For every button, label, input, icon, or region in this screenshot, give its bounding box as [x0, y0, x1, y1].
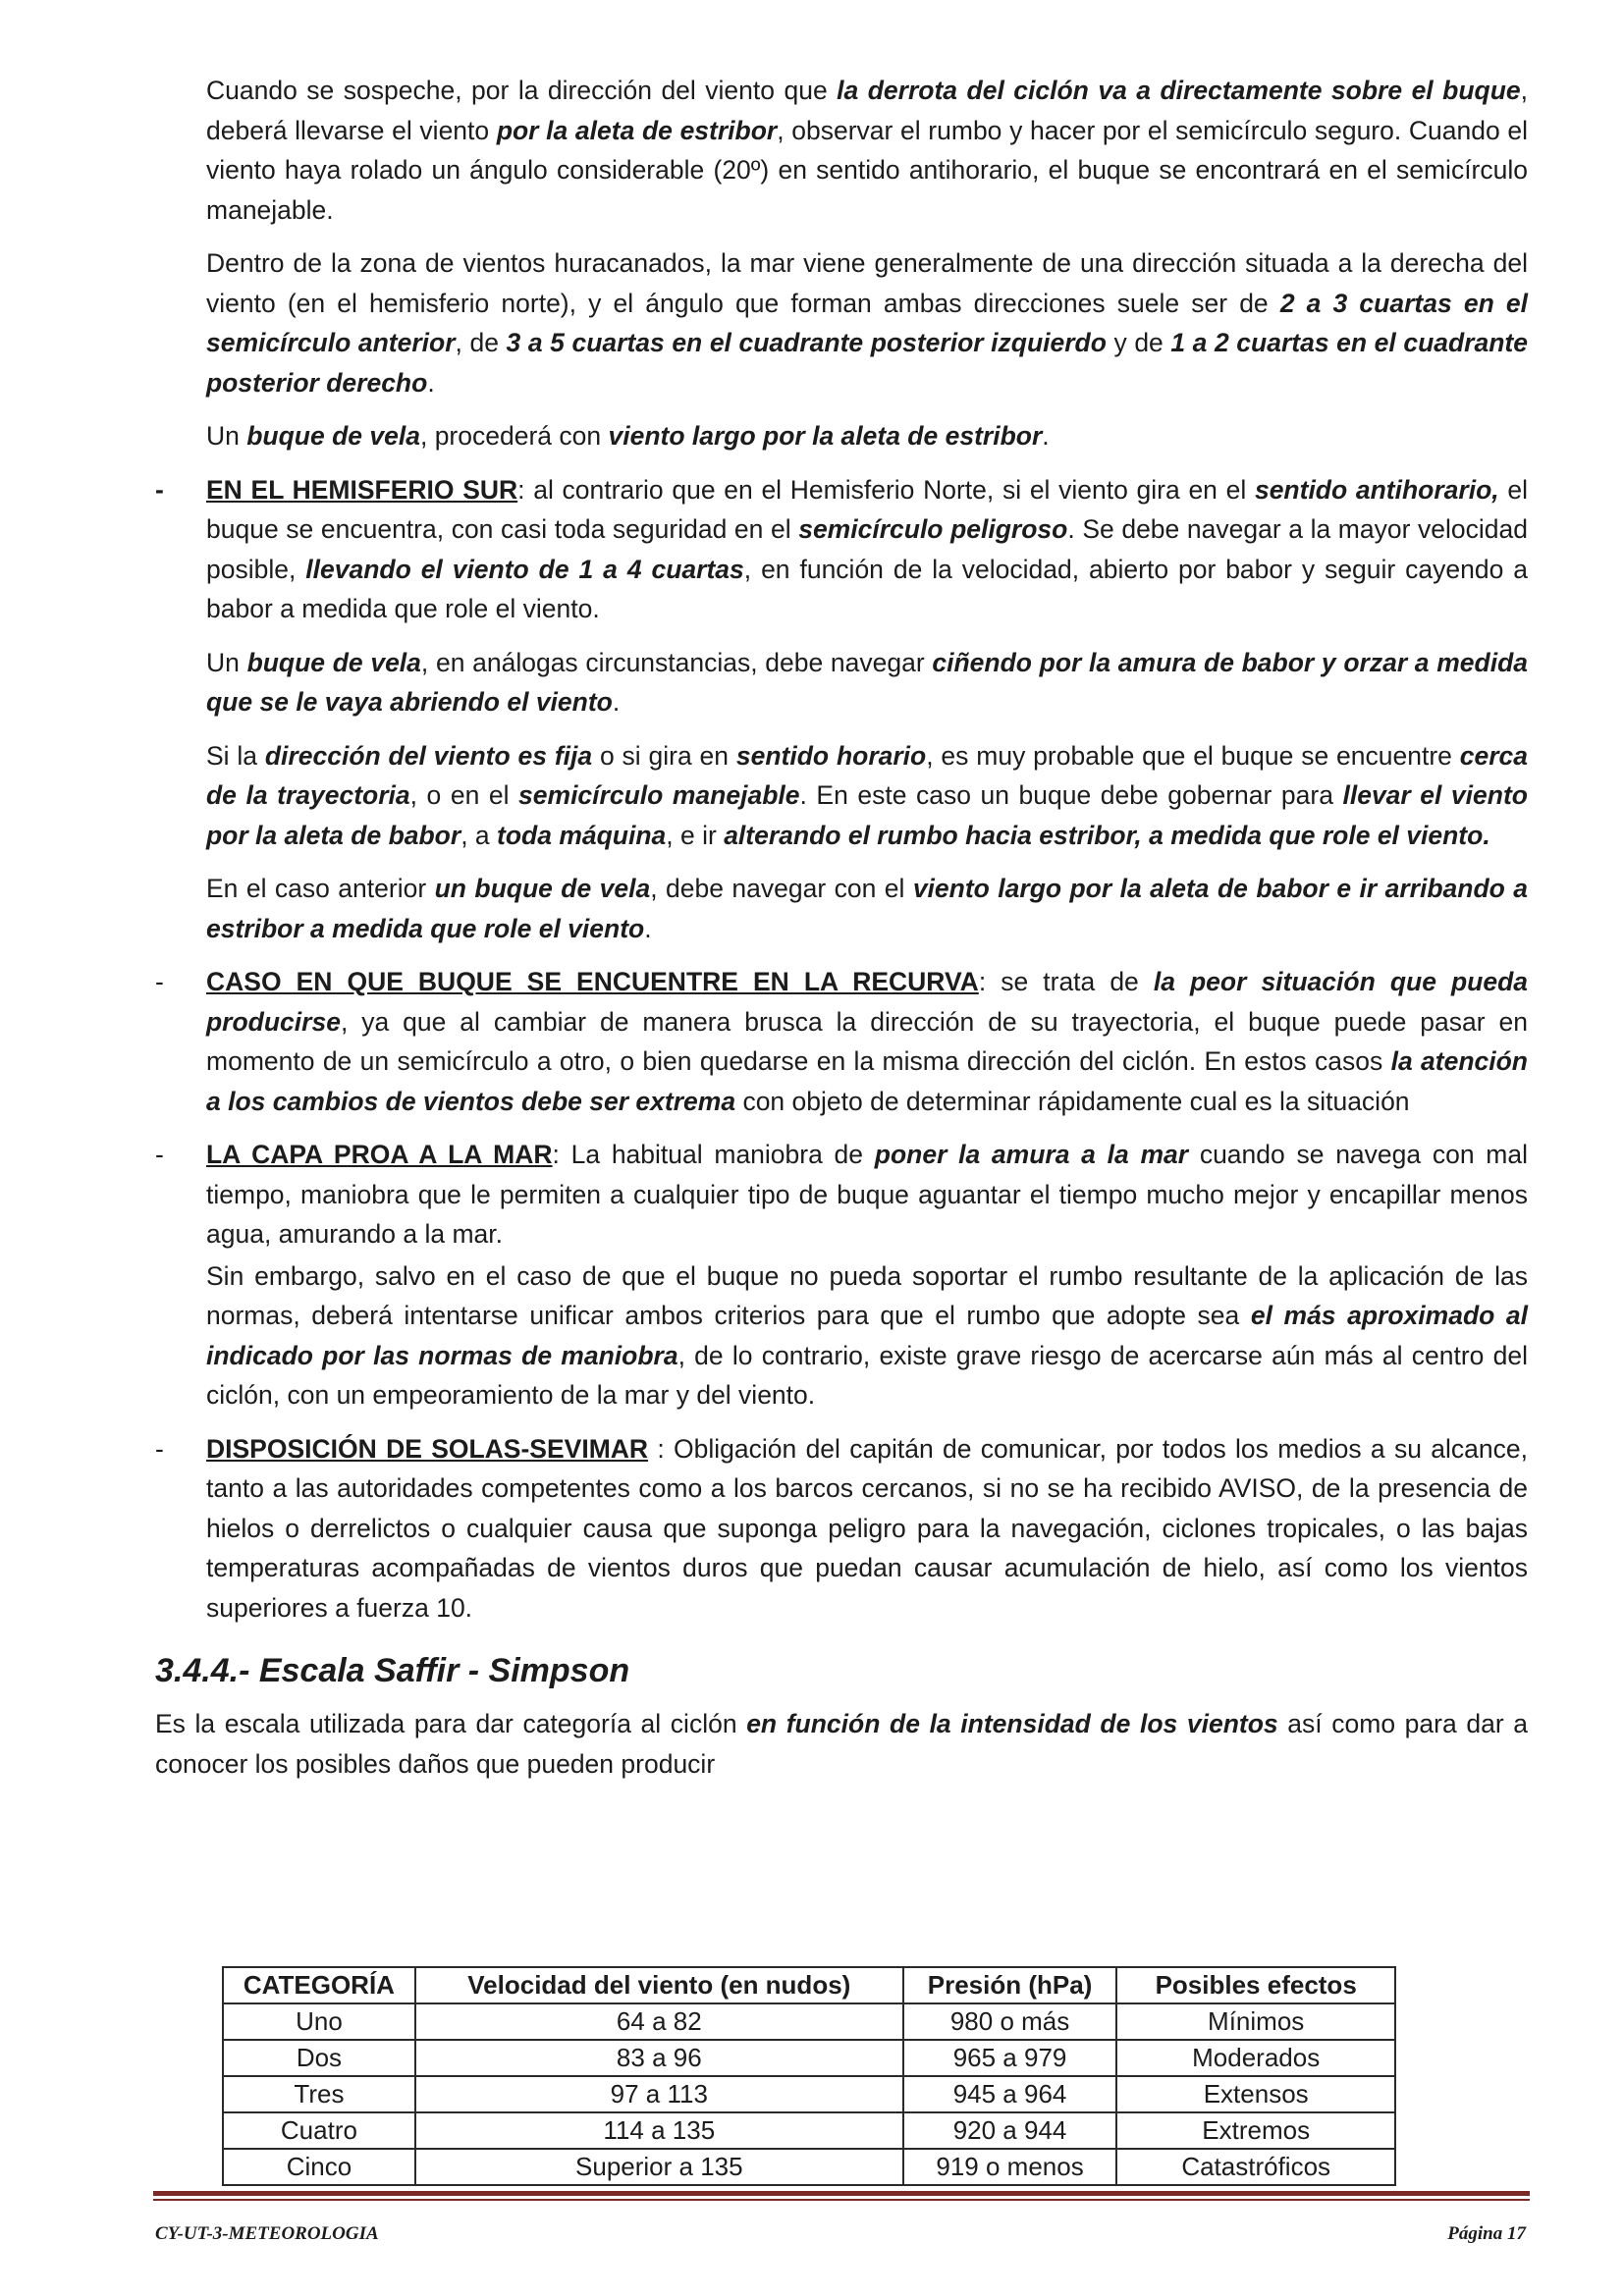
emphasis: 3 a 5 cuartas en el cuadrante posterior izquierdo — [506, 328, 1107, 357]
text: . Se debe navegar a la mayor velocidad posible, — [206, 514, 1528, 584]
item-title: EN EL HEMISFERIO SUR — [206, 474, 518, 505]
emphasis: semicírculo manejable — [518, 780, 800, 810]
table-row — [223, 2040, 1395, 2076]
item-title: CASO EN QUE BUQUE SE ENCUENTRE EN LA RECURVA — [206, 967, 979, 996]
table-cell: Extremos — [1116, 2112, 1395, 2149]
text: con objeto de determinar rápidamente cual es la situación — [735, 1086, 1410, 1116]
section-heading: 3.4.4.- Escala Saffir - Simpson — [155, 1652, 630, 1689]
page-content — [155, 71, 1528, 1797]
table-cell: Moderados — [1116, 2040, 1395, 2076]
table-cell: 64 a 82 — [415, 2003, 903, 2040]
emphasis: sentido horario — [735, 740, 927, 771]
emphasis: llevar el viento por la aleta de babor — [206, 780, 1528, 850]
text: : La habitual maniobra de — [552, 1140, 875, 1169]
text: Dentro de la zona de vientos huracanados, la mar viene generalmente de una dirección situada a la derecha del viento (en el hemisferio norte), y el ángulo que forman ambas direcciones suele ser de — [206, 248, 1528, 318]
table-cell: Catastróficos — [1116, 2149, 1395, 2185]
section-intro — [155, 1704, 1528, 1784]
item-title: DISPOSICIÓN DE SOLAS-SEVIMAR — [206, 1433, 649, 1464]
footer-document-code: CY-UT-3-METEOROLOGIA — [155, 2223, 379, 2244]
text: , debe navegar con el — [650, 874, 913, 903]
text: , en función de la velocidad, abierto por babor y seguir cayendo a babor a medida que role el viento. — [206, 554, 1529, 623]
column-header: Posibles efectos — [1116, 1967, 1395, 2003]
text: . En este caso un buque debe gobernar para — [799, 780, 1343, 810]
table-cell: 919 o menos — [903, 2149, 1117, 2185]
table-row — [223, 2076, 1395, 2112]
text: , en análogas circunstancias, debe navegar — [420, 647, 933, 677]
emphasis: buque de vela — [246, 647, 421, 677]
saffir-simpson-table — [222, 1966, 1396, 2186]
emphasis: semicírculo peligroso — [798, 514, 1068, 544]
emphasis: ciñendo por la amura de babor y orzar a medida que se le vaya abriendo el viento — [206, 647, 1529, 717]
text: , e ir — [666, 820, 725, 850]
footer-page-number: Página 17 — [1447, 2223, 1526, 2244]
text: , observar el rumbo y hacer por el semicírculo seguro. Cuando el viento haya rolado un ángulo considerable (20º) en sentido antihorario, el buque se encontrará en el semicírculo manejable. — [206, 115, 1528, 225]
emphasis: la peor situación que pueda producirse — [206, 967, 1529, 1037]
table-cell: Mínimos — [1116, 2003, 1395, 2040]
text: , deberá llevarse el viento — [206, 76, 1528, 145]
table-cell: Cuatro — [223, 2112, 415, 2149]
table-cell: 980 o más — [903, 2003, 1117, 2040]
emphasis: toda máquina — [497, 820, 667, 850]
emphasis: un buque de vela — [434, 874, 651, 903]
emphasis: 1 a 2 cuartas en el cuadrante posterior derecho — [206, 328, 1528, 398]
paragraph-northern-course — [206, 71, 1528, 230]
text: Es la escala utilizada para dar categoría al ciclón — [155, 1709, 747, 1738]
table-cell: Tres — [223, 2076, 415, 2112]
text: , de — [455, 328, 507, 357]
emphasis: buque de vela — [246, 421, 420, 451]
text: , o en el — [409, 780, 519, 810]
column-header: Presión (hPa) — [903, 1967, 1117, 2003]
table-cell: Superior a 135 — [415, 2149, 903, 2185]
table-cell: 114 a 135 — [415, 2112, 903, 2149]
table-header-row — [223, 1967, 1395, 2003]
text: : se trata de — [978, 967, 1154, 996]
paragraph-fixed-wind — [206, 736, 1528, 856]
emphasis: cerca de la trayectoria — [206, 740, 1528, 810]
table-cell: Extensos — [1116, 2076, 1395, 2112]
column-header: Velocidad del viento (en nudos) — [415, 1967, 903, 2003]
table-cell: 83 a 96 — [415, 2040, 903, 2076]
text: En el caso anterior — [206, 874, 435, 903]
table-cell: 945 a 964 — [903, 2076, 1117, 2112]
paragraph-unify-criteria — [206, 1256, 1528, 1415]
text: . — [612, 687, 621, 717]
emphasis: alterando el rumbo hacia estribor, a medida que role el viento. — [724, 820, 1490, 850]
text: Sin embargo, salvo en el caso de que el buque no pueda soportar el rumbo resultante de la aplicación de las normas, deberá intentarse unificar ambos criterios para que el rumbo que adopte sea — [206, 1260, 1528, 1330]
list-dash: - — [155, 1433, 164, 1464]
paragraph-previous-case — [206, 869, 1528, 948]
text: . — [1042, 421, 1050, 451]
emphasis: dirección del viento es fija — [264, 740, 593, 771]
list-dash: - — [155, 967, 164, 996]
table-row — [223, 2003, 1395, 2040]
paragraph-sea-direction — [206, 243, 1528, 402]
text: o si gira en — [592, 740, 736, 771]
emphasis: viento largo por la aleta de estribor — [608, 421, 1043, 451]
text: , de lo contrario, existe grave riesgo de acercarse aún más al centro del ciclón, con un empeoramiento de la mar y del viento. — [206, 1340, 1528, 1410]
text: . — [427, 367, 435, 398]
table-cell: 965 a 979 — [903, 2040, 1117, 2076]
text: . — [644, 913, 652, 943]
table-cell: Dos — [223, 2040, 415, 2076]
table-row — [223, 2112, 1395, 2149]
text: Un — [206, 421, 247, 451]
text: Un — [206, 647, 247, 677]
table-row — [223, 2149, 1395, 2185]
text: el buque se encuentra, con casi toda seguridad en el — [206, 474, 1528, 544]
emphasis: por la aleta de estribor — [496, 115, 778, 145]
emphasis: la derrota del ciclón va a directamente sobre el buque — [837, 76, 1521, 105]
table-cell: Uno — [223, 2003, 415, 2040]
footer-rule-thick — [153, 2191, 1530, 2196]
item-title: LA CAPA PROA A LA MAR — [206, 1140, 553, 1169]
text: Cuando se sospeche, por la dirección del viento que — [206, 76, 838, 105]
list-item-heave-to — [155, 1135, 1528, 1255]
text: , ya que al cambiar de manera brusca la dirección de su trayectoria, el buque puede pasar en momento de un semicírculo a otro, o bien quedarse en la misma dirección del ciclón. En estos casos — [206, 1006, 1528, 1076]
text: , es muy probable que el buque se encuentre — [926, 740, 1460, 771]
table-cell: 97 a 113 — [415, 2076, 903, 2112]
list-dash: - — [155, 1140, 164, 1169]
text: : al contrario que en el Hemisferio Norte, si el viento gira en el — [517, 474, 1255, 505]
emphasis: el más aproximado al indicado por las normas de maniobra — [206, 1301, 1528, 1370]
table-cell: 920 a 944 — [903, 2112, 1117, 2149]
emphasis: sentido antihorario, — [1254, 474, 1499, 505]
emphasis: en función de la intensidad de los vientos — [746, 1709, 1278, 1738]
emphasis: llevando el viento de 1 a 4 cuartas — [305, 554, 744, 584]
text: y de — [1106, 328, 1171, 357]
text: , a — [460, 820, 498, 850]
list-item-recurve — [155, 962, 1529, 1121]
list-item-southern-hemisphere — [155, 470, 1529, 629]
emphasis: la atención a los cambios de vientos debe ser extrema — [206, 1046, 1528, 1116]
emphasis: viento largo por la aleta de babor e ir arribando a estribor a medida que role el viento — [206, 874, 1529, 943]
text: cuando se navega con mal tiempo, maniobra que le permiten a cualquier tipo de buque aguantar el tiempo mucho mejor y encapillar menos agua, amurando a la mar. — [206, 1140, 1528, 1249]
column-header: CATEGORÍA — [223, 1967, 415, 2003]
paragraph-sailing-vessel-south — [206, 643, 1528, 722]
footer-rule-thin — [153, 2199, 1530, 2201]
text: , procederá con — [419, 421, 609, 451]
text: Si la — [206, 740, 265, 771]
list-item-solas — [155, 1429, 1528, 1629]
text: así como para dar a conocer los posibles daños que pueden producir — [155, 1709, 1529, 1779]
paragraph-sailing-vessel-north — [206, 416, 1528, 456]
emphasis: poner la amura a la mar — [874, 1140, 1189, 1169]
text: : Obligación del capitán de comunicar, por todos los medios a su alcance, tanto a las autoridades competentes como a los barcos cercanos, si no se ha recibido AVISO, de la presencia de hielos o derrelictos o cualquier causa que suponga peligro para la navegación, ciclones tropicales, o las bajas temperaturas acompañadas de vientos duros que puedan causar acumulación de hielo, así como los vientos superiores a fuerza 10. — [206, 1433, 1528, 1623]
emphasis: 2 a 3 cuartas en el semicírculo anterior — [206, 288, 1528, 357]
list-dash: - — [155, 474, 164, 505]
table-cell: Cinco — [223, 2149, 415, 2185]
